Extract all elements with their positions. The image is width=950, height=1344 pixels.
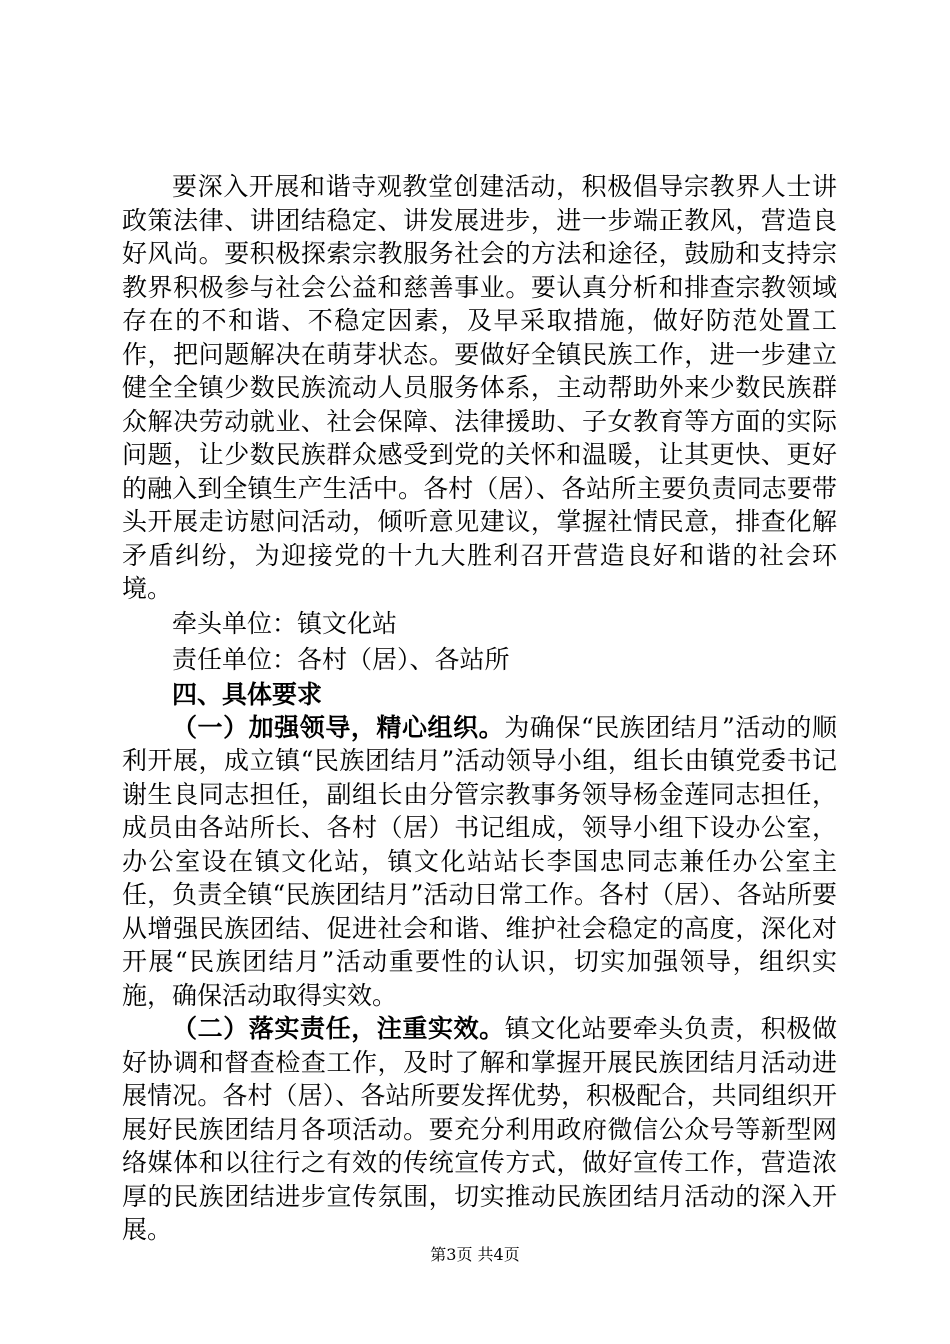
paragraph-leadership — [122, 711, 837, 1013]
lead-unit-line: 牵头单位：镇文化站 — [172, 608, 398, 638]
section-heading-requirements: 四、具体要求 — [172, 679, 323, 709]
responsible-unit-line: 责任单位：各村（居）、各站所 — [172, 644, 510, 674]
document-body — [122, 170, 837, 1247]
subheading-leadership: （一）加强领导，精心组织。 — [172, 712, 505, 742]
paragraph-leadership-body: 为确保“民族团结月”活动的顺利开展，成立镇“民族团结月”活动领导小组，组长由镇党委书记谢生良同志担任，副组长由分管宗教事务领导杨金莲同志担任，成员由各站所长、各村（居）书记组成，领导小组下设办公室，办公室设在镇文化站，镇文化站站长李国忠同志兼任办公室主任，负责全镇“民族团结月”活动日常工作。各村（居）、各站所要从增强民族团结、促进社会和谐、维护社会稳定的高度，深化对开展“民族团结月”活动重要性的认识，切实加强领导，组织实施，确保活动取得实效。 — [122, 712, 837, 1010]
subheading-responsibility: （二）落实责任，注重实效。 — [172, 1014, 505, 1043]
page-number-footer: 第3页 共4页 — [430, 1245, 520, 1264]
paragraph-responsibility — [122, 1012, 837, 1247]
paragraph-religious-work: 要深入开展和谐寺观教堂创建活动，积极倡导宗教界人士讲政策法律、讲团结稳定、讲发展进步，进一步端正教风，营造良好风尚。要积极探索宗教服务社会的方法和途径，鼓励和支持宗教界积极参与社会公益和慈善事业。要认真分析和排查宗教领域存在的不和谐、不稳定因素，及早采取措施，做好防范处置工作，把问题解决在萌芽状态。要做好全镇民族工作，进一步建立健全全镇少数民族流动人员服务体系，主动帮助外来少数民族群众解决劳动就业、社会保障、法律援助、子女教育等方面的实际问题，让少数民族群众感受到党的关怀和温暖，让其更快、更好的融入到全镇生产生活中。各村（居）、各站所主要负责同志要带头开展走访慰问活动，倾听意见建议，掌握社情民意，排查化解矛盾纠纷，为迎接党的十九大胜利召开营造良好和谐的社会环境。 — [122, 172, 837, 603]
paragraph-responsibility-body: 镇文化站要牵头负责，积极做好协调和督查检查工作，及时了解和掌握开展民族团结月活动进展情况。各村（居）、各站所要发挥优势，积极配合，共同组织开展好民族团结月各项活动。要充分利用政府微信公众号等新型网络媒体和以往行之有效的传统宣传方式，做好宣传工作，营造浓厚的民族团结进步宣传氛围，切实推动民族团结月活动的深入开展。 — [122, 1014, 837, 1244]
